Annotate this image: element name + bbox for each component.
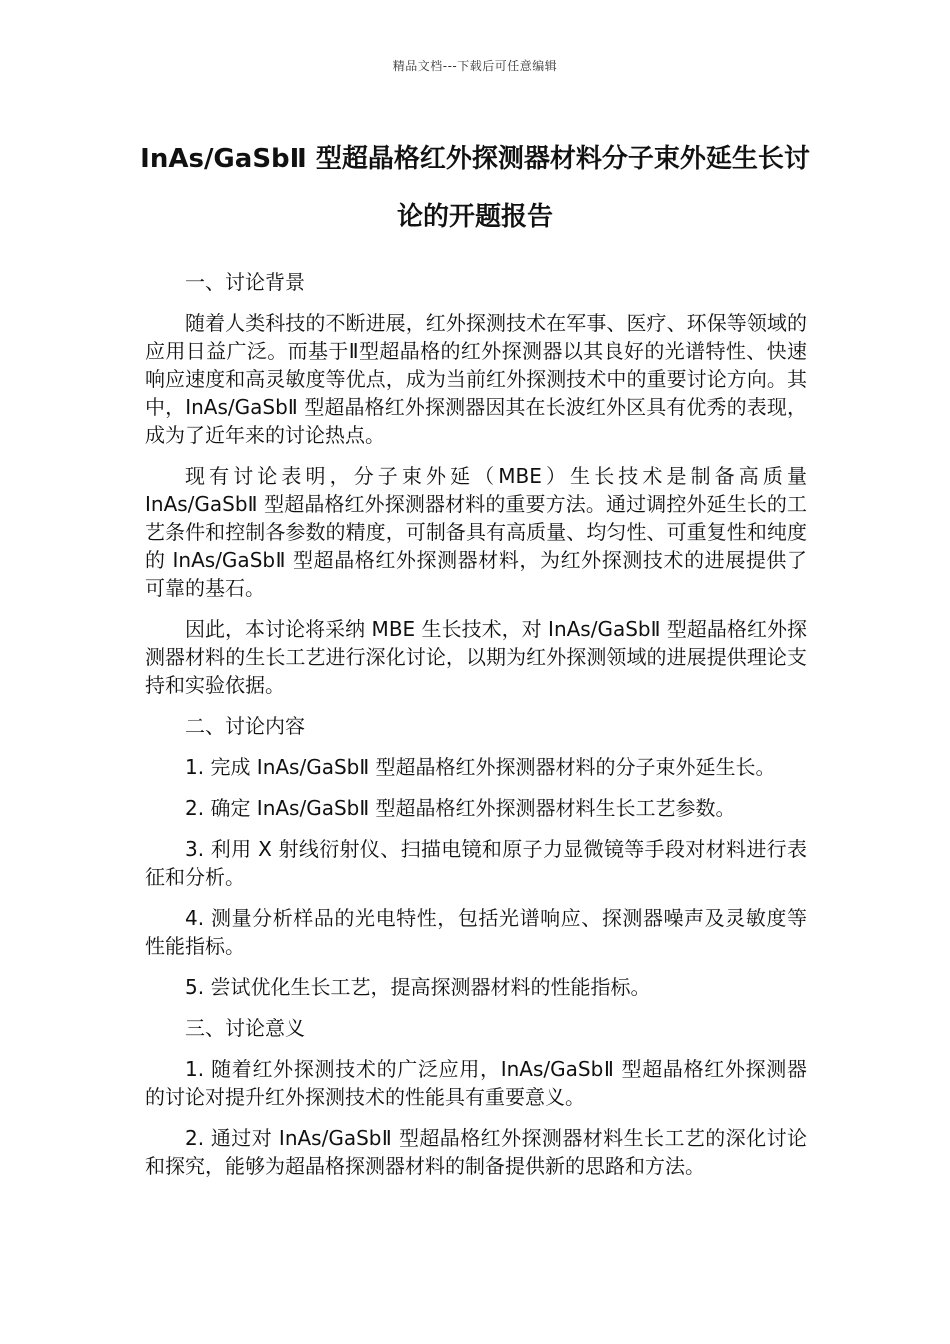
list-item: 1. 完成 InAs/GaSbⅡ 型超晶格红外探测器材料的分子束外延生长。 bbox=[185, 755, 776, 779]
list-item: 4. 测量分析样品的光电特性，包括光谱响应、探测器噪声及灵敏度等性能指标。 bbox=[145, 906, 807, 958]
document-title: InAs/GaSbⅡ 型超晶格红外探测器材料分子束外延生长讨论的开题报告 bbox=[140, 144, 810, 232]
list-item: 2. 通过对 InAs/GaSbⅡ 型超晶格红外探测器材料生长工艺的深化讨论和探究，能够为超晶格探测器材料的制备提供新的思路和方法。 bbox=[145, 1126, 807, 1178]
section-heading-content: 二、讨论内容 bbox=[185, 714, 305, 738]
section-heading-background: 一、讨论背景 bbox=[185, 270, 305, 294]
list-item: 3. 利用 X 射线衍射仪、扫描电镜和原子力显微镜等手段对材料进行表征和分析。 bbox=[145, 837, 807, 889]
list-item: 5. 尝试优化生长工艺，提高探测器材料的性能指标。 bbox=[185, 975, 651, 999]
paragraph: 随着人类科技的不断进展，红外探测技术在军事、医疗、环保等领域的应用日益广泛。而基于Ⅱ型超晶格的红外探测器以其良好的光谱特性、快速响应速度和高灵敏度等优点，成为当前红外探测技术中的重要讨论方向。其中，InAs/GaSbⅡ 型超晶格红外探测器因其在长波红外区具有优秀的表现，成为了近年来的讨论热点。 bbox=[145, 311, 807, 447]
list-item: 1. 随着红外探测技术的广泛应用，InAs/GaSbⅡ 型超晶格红外探测器的讨论对提升红外探测技术的性能具有重要意义。 bbox=[145, 1057, 807, 1109]
paragraph: 现有讨论表明，分子束外延（MBE）生长技术是制备高质量 InAs/GaSbⅡ 型超晶格红外探测器材料的重要方法。通过调控外延生长的工艺条件和控制各参数的精度，可制备具有高质量、均匀性、可重复性和纯度的 InAs/GaSbⅡ 型超晶格红外探测器材料，为红外探测技术的进展提供了可靠的基石。 bbox=[145, 464, 807, 600]
document-body bbox=[145, 268, 807, 1193]
list-item: 2. 确定 InAs/GaSbⅡ 型超晶格红外探测器材料生长工艺参数。 bbox=[185, 796, 736, 820]
paragraph: 因此，本讨论将采纳 MBE 生长技术，对 InAs/GaSbⅡ 型超晶格红外探测器材料的生长工艺进行深化讨论，以期为红外探测领域的进展提供理论支持和实验依据。 bbox=[145, 617, 807, 697]
section-heading-significance: 三、讨论意义 bbox=[185, 1016, 305, 1040]
header-note: 精品文档---下载后可任意编辑 bbox=[392, 59, 558, 73]
